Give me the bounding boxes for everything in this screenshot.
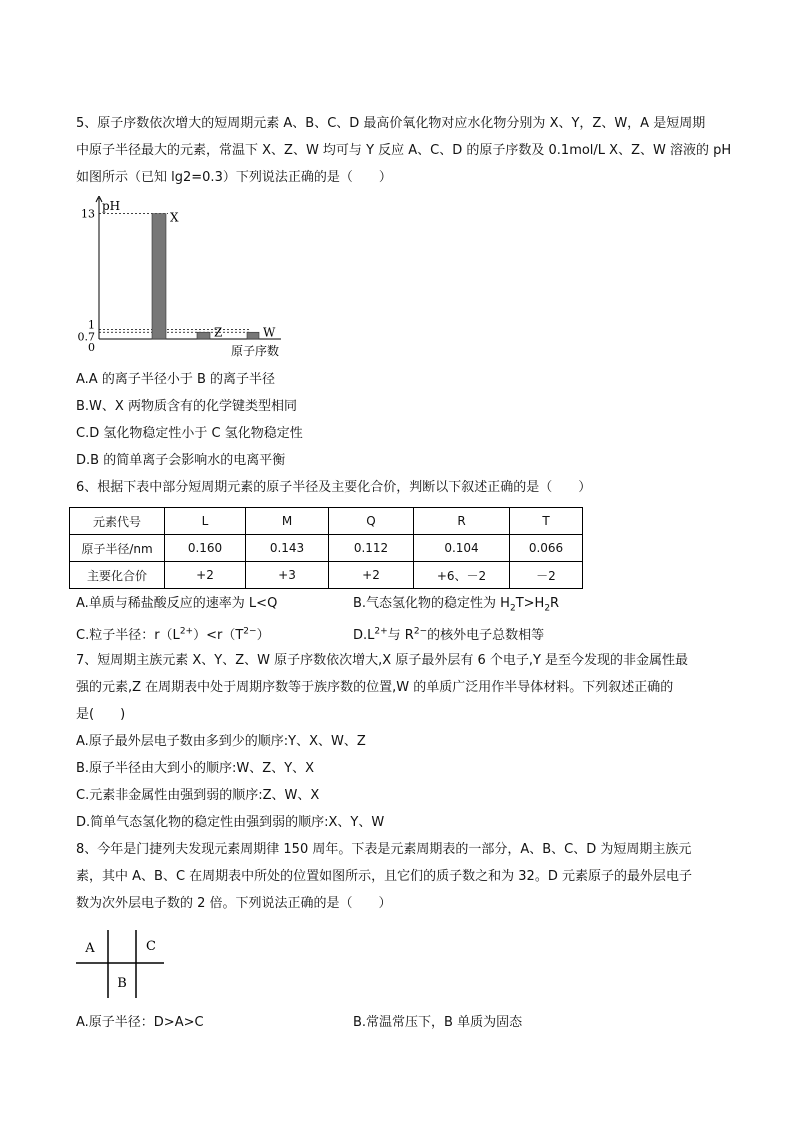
y-tick-label: 0.7 (77, 330, 95, 344)
table-cell: M (246, 508, 329, 535)
q7-option-c[interactable]: C.元素非金属性由强到弱的顺序:Z、W、X (76, 788, 320, 803)
q5-option-a[interactable]: A.A 的离子半径小于 B 的离子半径 (76, 372, 276, 387)
y-tick-label: 13 (81, 207, 95, 221)
table-cell: R (414, 508, 510, 535)
q8-stem-line: 8、今年是门捷列夫发现元素周期律 150 周年。下表是元素周期表的一部分，A、B、C、D 为短周期主族元 (76, 842, 692, 857)
q6-option-d-text: 的核外电子总数相等 (427, 628, 545, 643)
table-header-row (70, 508, 583, 535)
q6-option-d-text: 与 R (387, 628, 414, 643)
table-cell: －2 (510, 562, 583, 589)
superscript: 2− (243, 626, 257, 637)
table-cell: 0.104 (414, 535, 510, 562)
q8-option-b[interactable]: B.常温常压下，B 单质为固态 (353, 1015, 523, 1030)
table-cell: +6、－2 (414, 562, 510, 589)
q6-option-c-text: ） (256, 628, 270, 643)
q5-stem-line: 中原子半径最大的元素，常温下 X、Z、W 均可与 Y 反应 A、C、D 的原子序数及 0.1mol/L X、Z、W 溶液的 pH (76, 143, 732, 158)
q8-stem-line: 数为次外层电子数的 2 倍。下列说法正确的是（ ） (76, 896, 392, 911)
bar-label: X (170, 210, 179, 225)
q7-option-a[interactable]: A.原子最外层电子数由多到少的顺序:Y、X、W、Z (76, 734, 366, 749)
table-cell: 0.143 (246, 535, 329, 562)
superscript: 2+ (374, 626, 388, 637)
q8-option-a[interactable]: A.原子半径：D>A>C (76, 1015, 204, 1030)
table-cell: +2 (165, 562, 246, 589)
q6-option-a[interactable]: A.单质与稀盐酸反应的速率为 L<Q (76, 596, 278, 611)
q6-option-b-text: B.气态氢化物的稳定性为 H (353, 596, 510, 611)
x-axis-label: 原子序数 (231, 344, 280, 358)
table-cell: T (510, 508, 583, 535)
y-tick-label: 1 (88, 318, 95, 332)
q7-option-d[interactable]: D.简单气态氢化物的稳定性由强到弱的顺序:X、Y、W (76, 815, 385, 830)
bar (247, 332, 259, 339)
table-cell: +3 (246, 562, 329, 589)
q5-option-b[interactable]: B.W、X 两物质含有的化学键类型相同 (76, 399, 297, 414)
q6-element-table (69, 507, 583, 589)
subscript: 2 (544, 603, 551, 614)
q5-stem-line: 如图所示（已知 lg2=0.3）下列说法正确的是（ ） (76, 170, 392, 185)
table-cell: 原子半径/nm (70, 535, 165, 562)
superscript: 2+ (179, 626, 194, 637)
q7-stem-line: 7、短周期主族元素 X、Y、Z、W 原子序数依次增大,X 原子最外层有 6 个电子,Y 是至今发现的非金属性最 (76, 653, 689, 668)
q7-stem-line: 是( ) (76, 707, 126, 722)
ph-bar-chart (76, 196, 296, 364)
superscript: 2− (413, 626, 428, 637)
q6-stem (76, 474, 726, 501)
table-cell: 元素代号 (70, 508, 165, 535)
subscript: 2 (509, 603, 516, 614)
q6-option-c-text: C.粒子半径：r（L (76, 628, 180, 643)
y-tick-label: 0 (88, 341, 95, 354)
q5-option-d[interactable]: D.B 的简单离子会影响水的电离平衡 (76, 453, 286, 468)
table-cell: 0.066 (510, 535, 583, 562)
cell-label-c: C (146, 939, 156, 954)
table-row (70, 562, 583, 589)
cell-label-b: B (117, 976, 127, 991)
table-cell: L (165, 508, 246, 535)
cell-label-a: A (85, 941, 95, 956)
q6-option-c-text: ）<r（T (193, 628, 244, 643)
y-axis-label: pH (102, 199, 121, 213)
bar (152, 214, 166, 339)
table-cell: 主要化合价 (70, 562, 165, 589)
table-row (70, 535, 583, 562)
periodic-table-fragment (76, 930, 166, 1000)
q6-stem-line: 6、根据下表中部分短周期元素的原子半径及主要化合价，判断以下叙述正确的是（ ） (76, 480, 592, 495)
bar-label: W (263, 325, 276, 340)
q6-option-d[interactable] (353, 624, 544, 643)
table-cell: Q (329, 508, 414, 535)
q5-stem-line: 5、原子序数依次增大的短周期元素 A、B、C、D 最高价氧化物对应水化物分别为 X、Y，Z、W，A 是短周期 (76, 116, 706, 131)
table-cell: +2 (329, 562, 414, 589)
q5-option-c[interactable]: C.D 氢化物稳定性小于 C 氢化物稳定性 (76, 426, 303, 441)
q8-stem (76, 836, 726, 917)
q6-option-b[interactable] (353, 592, 559, 614)
q8-stem-line: 素，其中 A、B、C 在周期表中所处的位置如图所示，且它们的质子数之和为 32。D 元素原子的最外层电子 (76, 869, 692, 884)
q7-stem (76, 647, 726, 836)
q6-option-c[interactable] (76, 624, 270, 643)
q5-options (76, 366, 726, 474)
q5-stem (76, 110, 732, 191)
table-cell: 0.160 (165, 535, 246, 562)
bar (197, 332, 210, 339)
table-cell: 0.112 (329, 535, 414, 562)
q6-option-b-text: T>H (515, 596, 545, 611)
q6-option-b-text: R (550, 596, 560, 611)
q7-stem-line: 强的元素,Z 在周期表中处于周期序数等于族序数的位置,W 的单质广泛用作半导体材料。下列叙述正确的 (76, 680, 674, 695)
bar-label: Z (214, 325, 223, 340)
q6-option-d-text: D.L (353, 628, 375, 643)
q7-option-b[interactable]: B.原子半径由大到小的顺序:W、Z、Y、X (76, 761, 315, 776)
